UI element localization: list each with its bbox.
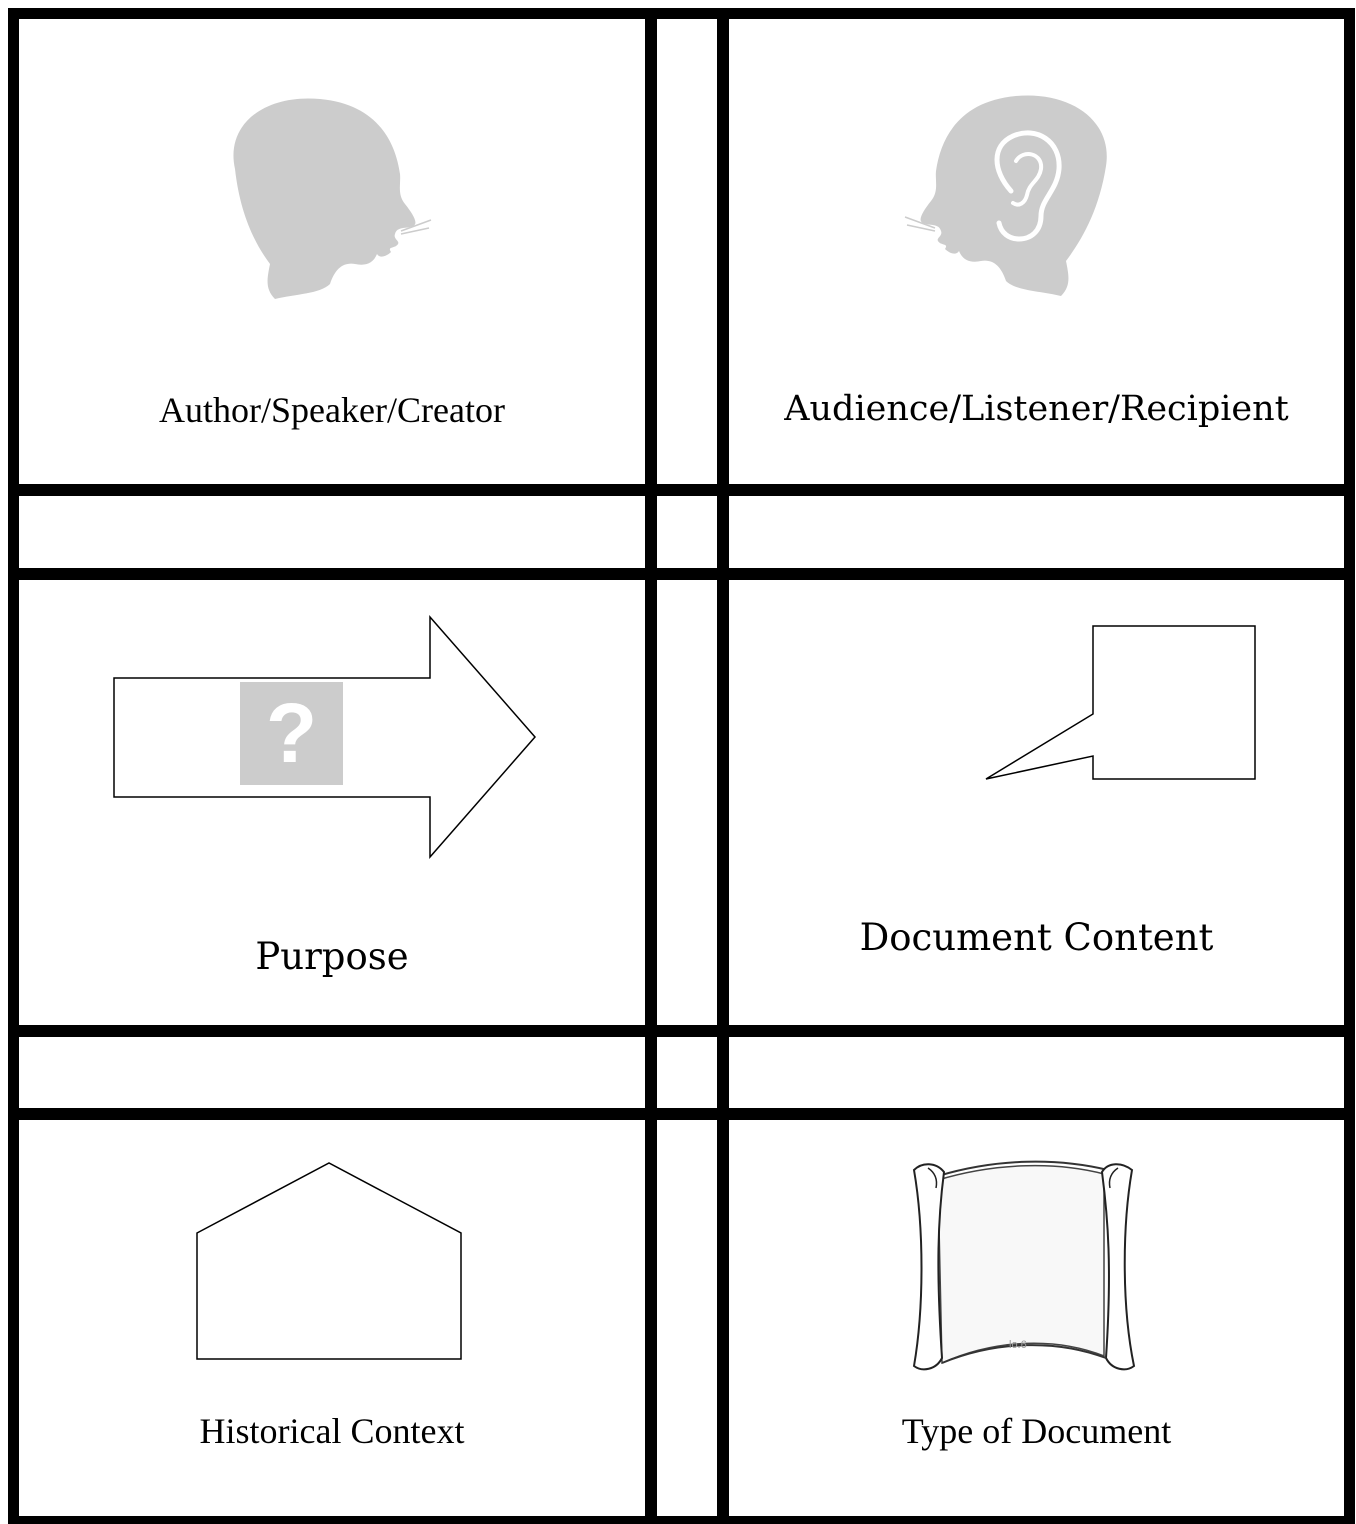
grid-border-left [8,8,19,1522]
scroll-mark: lo.6 [1009,1339,1027,1351]
card-author [19,19,645,484]
card-content [729,580,1344,1025]
grid-border-bottom [8,1516,1355,1524]
listening-head-icon [901,91,1121,296]
grid-divider-row-1 [8,484,1355,496]
grid-border-right [1344,8,1355,1522]
card-context-label: Historical Context [199,1411,465,1451]
question-mark-glyph: ? [265,686,318,780]
card-content-label: Document Content [859,916,1214,959]
speaking-head-icon [215,94,445,304]
card-audience-label: Audience/Listener/Recipient [784,389,1289,429]
scroll-icon [908,1158,1140,1388]
grid-border-top [8,8,1355,19]
grid-divider-row-4 [8,1108,1355,1120]
card-author-label: Author/Speaker/Creator [159,390,505,430]
card-context [19,1120,645,1516]
card-type-label: Type of Document [901,1411,1172,1451]
card-audience [729,19,1344,484]
grid-divider-col-2 [717,8,729,1522]
grid-divider-col-1 [645,8,657,1522]
card-purpose [19,580,645,1025]
grid-divider-row-2 [8,568,1355,580]
card-type [729,1120,1344,1516]
card-purpose-label: Purpose [255,935,409,978]
speech-bubble-icon [985,625,1260,785]
house-outline-icon [195,1162,465,1362]
grid-divider-row-3 [8,1025,1355,1037]
